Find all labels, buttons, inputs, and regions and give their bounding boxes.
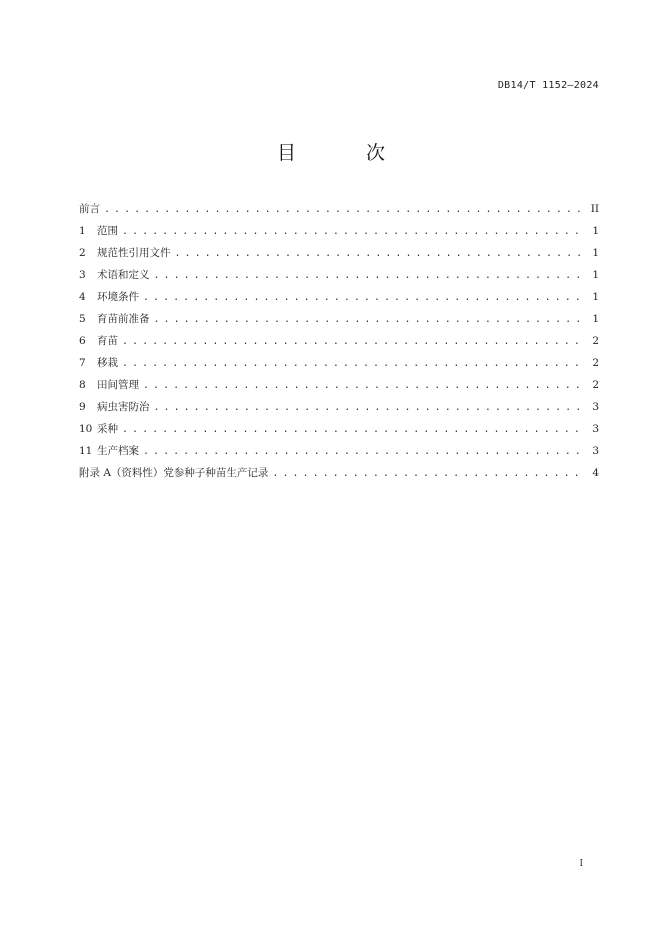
toc-dot-leader: [122, 355, 585, 373]
toc-entry[interactable]: [79, 398, 599, 420]
toc-dot-leader: [154, 311, 586, 329]
toc-dot-leader: [175, 245, 586, 263]
toc-dot-leader: [122, 421, 585, 439]
toc-entry[interactable]: [79, 354, 599, 376]
toc-entry-title: 田间管理: [97, 379, 139, 391]
toc-entry[interactable]: [79, 266, 599, 288]
toc-entry-number: 2: [79, 247, 86, 259]
toc-entry-page: 1: [592, 225, 599, 237]
toc-entry[interactable]: [79, 222, 599, 244]
toc-entry-number: 5: [79, 313, 86, 325]
toc-entry-page: 1: [592, 269, 599, 281]
toc-dot-leader: [122, 333, 585, 351]
toc-dot-leader: [104, 201, 585, 219]
toc-dot-leader: [122, 223, 585, 241]
table-of-contents: [79, 200, 599, 486]
toc-entry-page: 3: [592, 423, 599, 435]
toc-entry-title: 规范性引用文件: [97, 247, 171, 259]
toc-entry-page: 1: [592, 247, 599, 259]
toc-dot-leader: [154, 399, 586, 417]
toc-entry-page: II: [590, 203, 599, 215]
toc-dot-leader: [154, 267, 586, 285]
toc-entry-number: 10: [79, 423, 93, 435]
toc-entry-number: 9: [79, 401, 86, 413]
toc-entry-number: 8: [79, 379, 86, 391]
toc-dot-leader: [143, 377, 585, 395]
toc-entry-title: 附录 A（资料性）党参种子种苗生产记录: [79, 467, 269, 479]
toc-dot-leader: [143, 289, 585, 307]
toc-entry-page: 2: [592, 357, 599, 369]
toc-entry[interactable]: [79, 332, 599, 354]
toc-dot-leader: [272, 465, 585, 483]
doc-code: DB14/T 1152—2024: [497, 80, 599, 91]
toc-dot-leader: [143, 443, 585, 461]
toc-entry[interactable]: [79, 442, 599, 464]
page-number: I: [579, 859, 583, 869]
toc-entry-title: 育苗: [97, 335, 118, 347]
toc-entry-title: 移栽: [97, 357, 118, 369]
toc-entry-title: 采种: [97, 423, 118, 435]
toc-entry[interactable]: [79, 200, 599, 222]
toc-entry-number: 7: [79, 357, 86, 369]
toc-entry-title: 术语和定义: [97, 269, 150, 281]
toc-entry-page: 2: [592, 379, 599, 391]
toc-entry-number: 11: [79, 445, 93, 457]
toc-entry-number: 4: [79, 291, 86, 303]
toc-entry-title: 病虫害防治: [97, 401, 150, 413]
toc-entry[interactable]: [79, 420, 599, 442]
toc-entry-page: 2: [592, 335, 599, 347]
toc-entry-page: 3: [592, 445, 599, 457]
toc-entry-title: 环境条件: [97, 291, 139, 303]
toc-entry-title: 生产档案: [97, 445, 139, 457]
toc-entry-title: 育苗前准备: [97, 313, 150, 325]
toc-entry-number: 3: [79, 269, 86, 281]
toc-entry-number: 6: [79, 335, 86, 347]
toc-entry-page: 1: [592, 291, 599, 303]
toc-entry[interactable]: [79, 288, 599, 310]
toc-entry-page: 3: [592, 401, 599, 413]
toc-entry-page: 4: [592, 467, 599, 479]
toc-entry[interactable]: [79, 464, 599, 486]
toc-entry-page: 1: [592, 313, 599, 325]
toc-entry[interactable]: [79, 244, 599, 266]
page-title: 目 次: [276, 142, 418, 164]
toc-entry-number: 1: [79, 225, 86, 237]
toc-entry[interactable]: [79, 376, 599, 398]
toc-entry[interactable]: [79, 310, 599, 332]
toc-entry-title: 范围: [97, 225, 118, 237]
toc-entry-title: 前言: [79, 203, 100, 215]
